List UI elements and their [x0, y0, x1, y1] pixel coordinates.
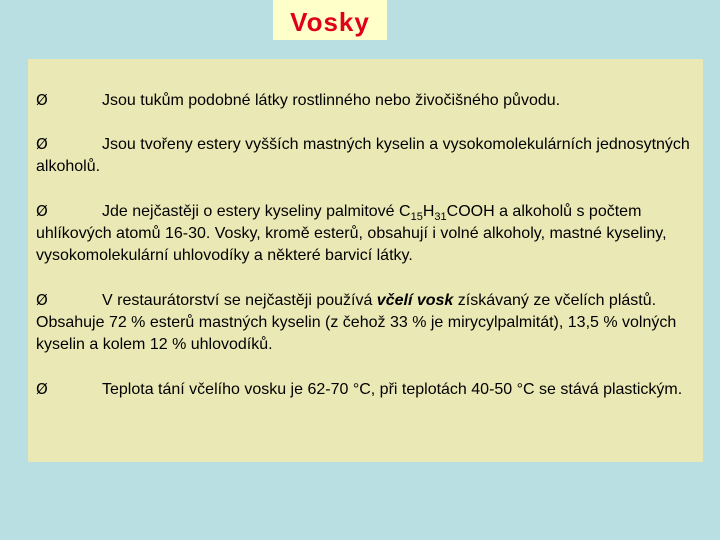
- arrow-bullet-icon: Ø: [36, 380, 48, 398]
- bullet-text: COOH a alkoholů s počtem uhlíkových atomů 16-30. Vosky, kromě esterů, obsahují i volné alkoholy, mastné kyseliny, vysokomolekulární uhlovodíky a některé barvicí látky.: [36, 203, 667, 264]
- bullet-text: Jsou tvořeny estery vyšších mastných kyselin a vysokomolekulárních jednosytných alkoholů.: [36, 136, 690, 175]
- bullet-item: [36, 200, 697, 267]
- bullet-text: Jde nejčastěji o estery kyseliny palmitové C: [102, 203, 411, 220]
- bullet-text: Jsou tukům podobné látky rostlinného nebo živočišného původu.: [102, 92, 561, 109]
- bullet-item: [36, 89, 697, 112]
- bullet-text: Teplota tání včelího vosku je 62-70 °C, při teplotách 40-50 °C se stává plastickým.: [102, 381, 683, 398]
- bullet-text: získávaný ze včelích plástů. Obsahuje 72 % esterů mastných kyselin (z čehož 33 % je mirycylpalmitát), 13,5 % volných kyselin a kolem 12 % uhlovodíků.: [36, 292, 677, 353]
- bullet-item: [36, 133, 697, 178]
- bullet-item: [36, 378, 697, 401]
- bullet-text: V restaurátorství se nejčastěji používá: [102, 292, 377, 309]
- emphasized-term: včelí vosk: [376, 292, 454, 309]
- title-box: [273, 0, 387, 40]
- arrow-bullet-icon: Ø: [36, 202, 48, 220]
- bullet-text: H: [422, 203, 435, 220]
- arrow-bullet-icon: Ø: [36, 135, 48, 153]
- bullet-item: [36, 289, 697, 356]
- arrow-bullet-icon: Ø: [36, 91, 48, 109]
- content-box: [28, 59, 703, 462]
- slide-title: Vosky: [290, 6, 370, 37]
- subscript: 15: [410, 211, 423, 223]
- arrow-bullet-icon: Ø: [36, 291, 48, 309]
- subscript: 31: [434, 211, 447, 223]
